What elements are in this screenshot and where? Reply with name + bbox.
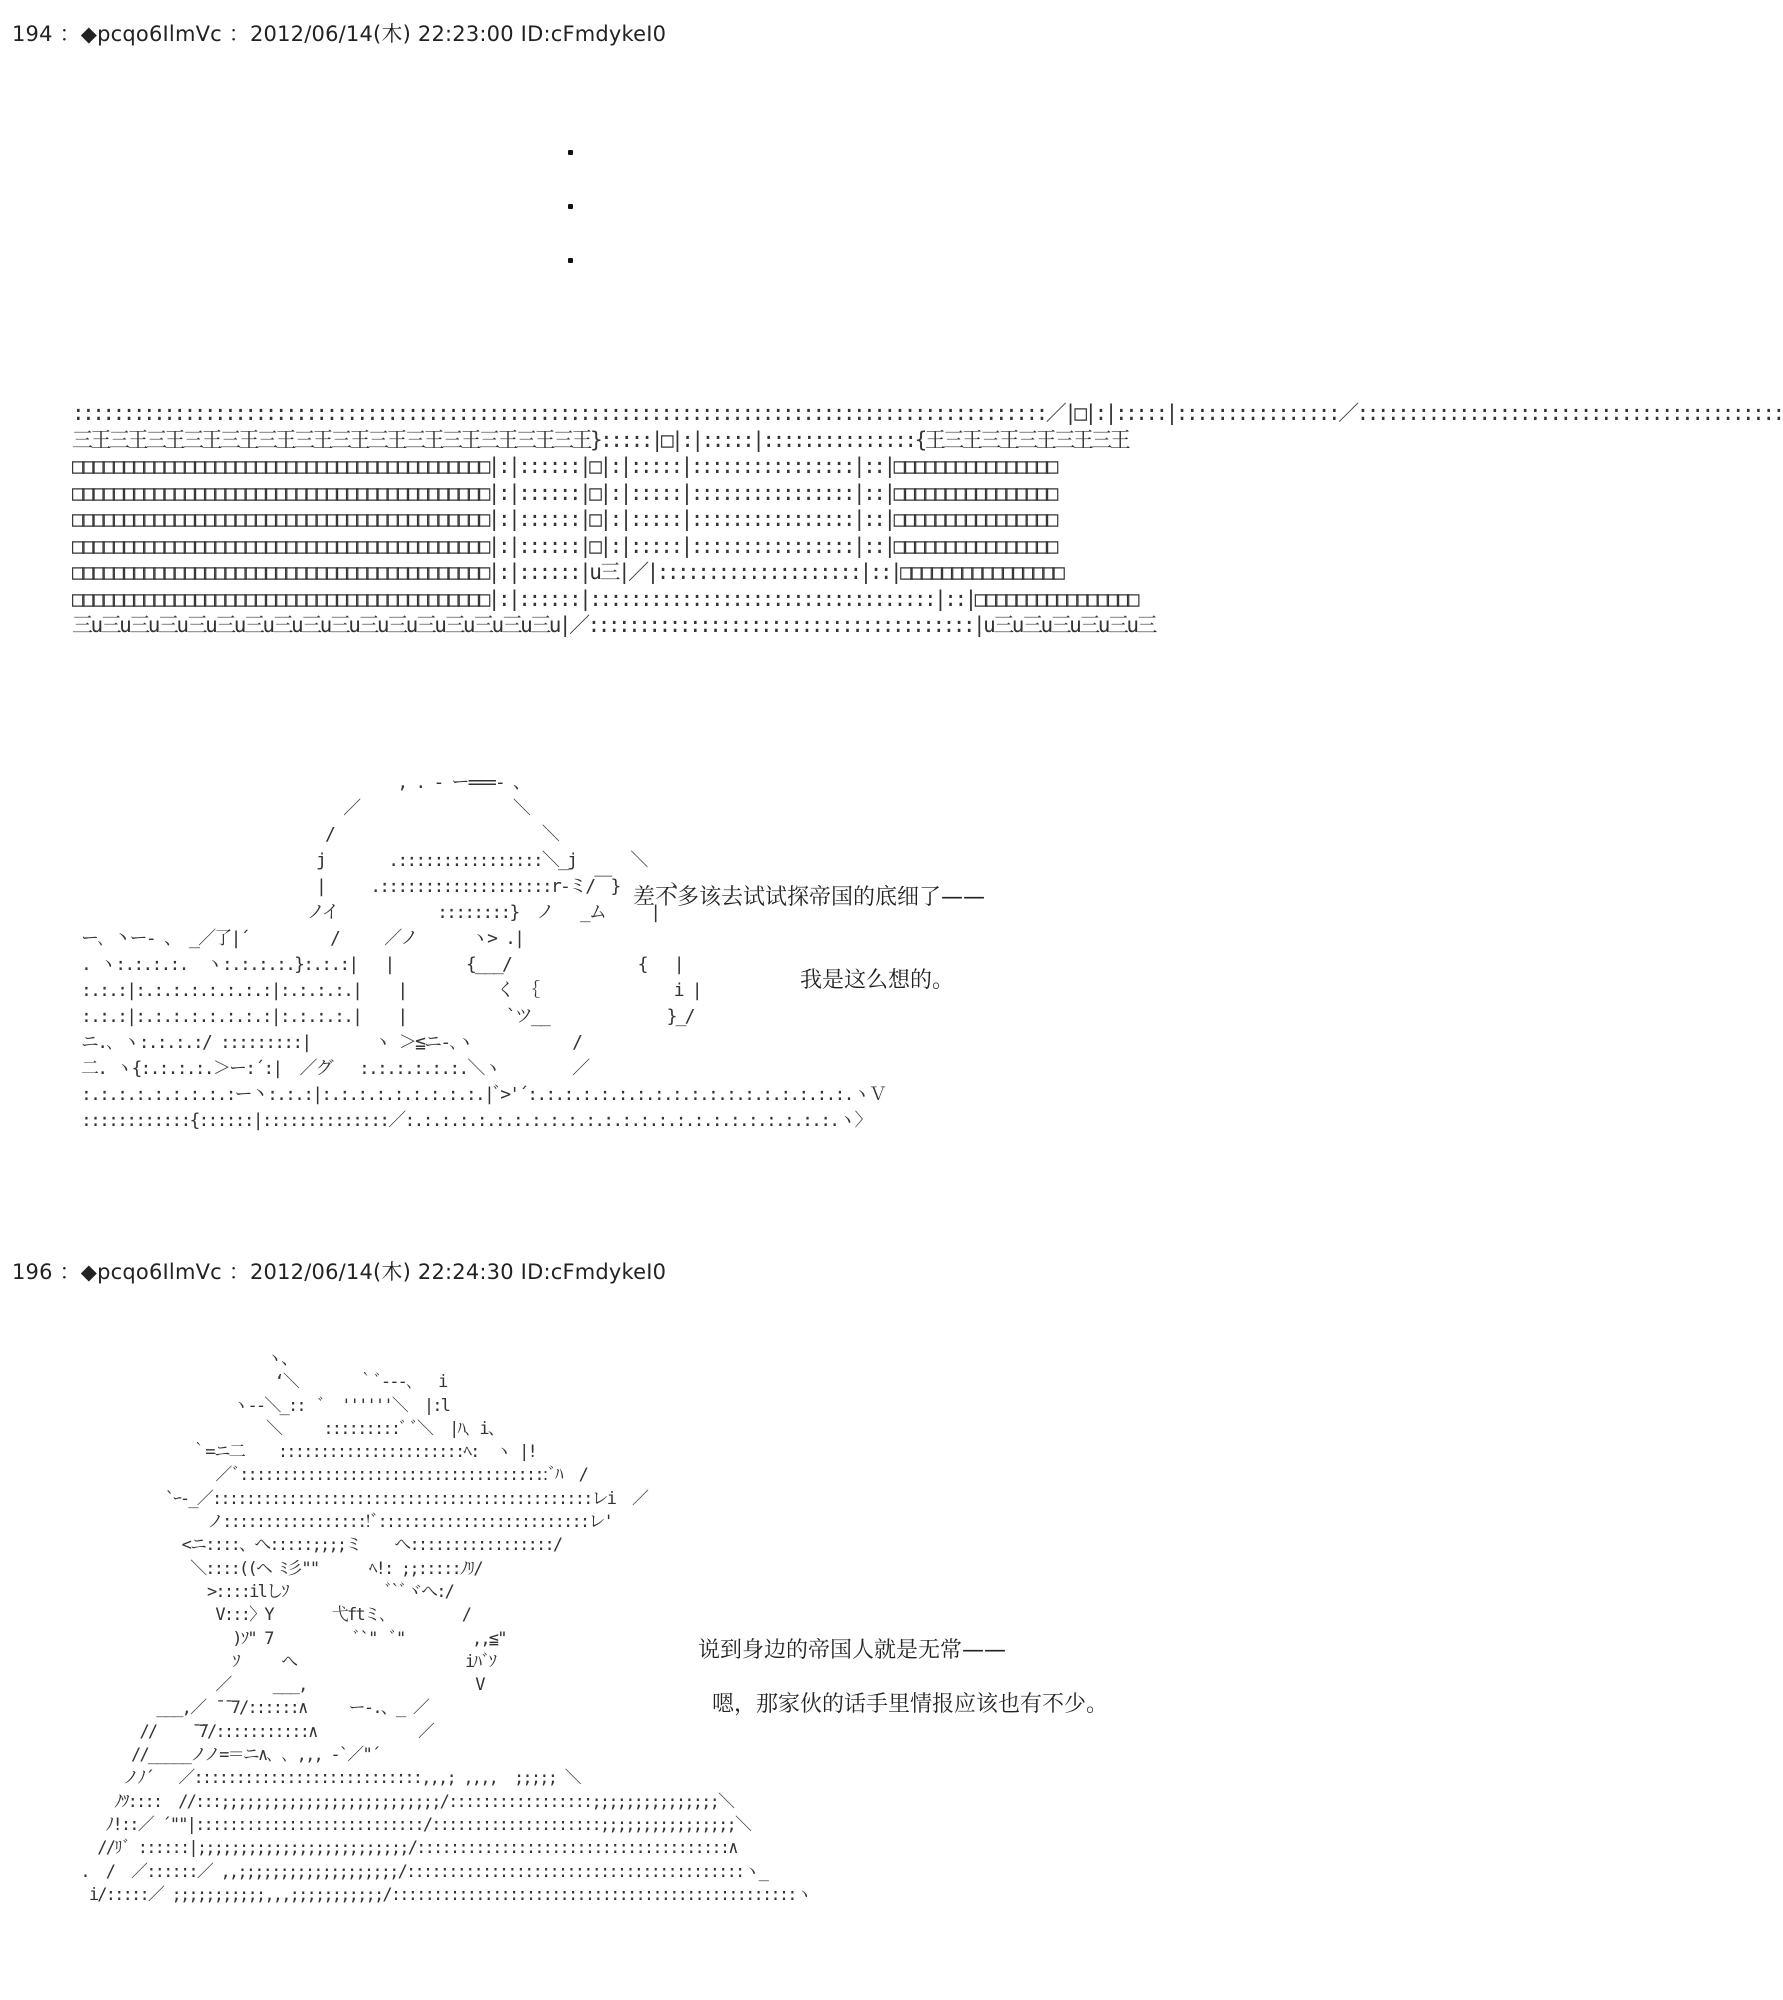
narration-line: 我是这么想的。: [800, 968, 955, 993]
ascii-art-building: ::::::::::::::::::::::::::::::::::::::::::::::::::::::::::::::::::::::::::::::::::::::::::::::::／|□|:|:::::|::::::::::::::::／:::::::::::::::::::::::::::::::::::::::::: 三王三王三王三王三王三王三王三王三王三王三王三王三王三王}:::::|□|:|:::::|:::::::::::::::{王三王三王三王三王三王 □□□□□□□□□□□□□□□□□□□□□□□□□□□□□□□□□□□□□□□□□|:|::::::|□|:|:::::|::::::::::::::::|::|□□□□□□□□□□□□□□□□ □□□□□□□□□□□□□□□□□□□□□□□□□□□□□□□□□□□□□□□□□|:|::::::|□|:|:::::|::::::::::::::::|::|□□□□□□□□□□□□□□□□ □□□□□□□□□□□□□□□□□□□□□□□□□□□□□□□□□□□□□□□□□|:|::::::|□|:|:::::|::::::::::::::::|::|□□□□□□□□□□□□□□□□ □□□□□□□□□□□□□□□□□□□□□□□□□□□□□□□□□□□□□□□□□|:|::::::|□|:|:::::|::::::::::::::::|::|□□□□□□□□□□□□□□□□ □□□□□□□□□□□□□□□□□□□□□□□□□□□□□□□□□□□□□□□□□|:|::::::|u三|／|::::::::::::::::::::|::|□□□□□□□□□□□□□□□□ □□□□□□□□□□□□□□□□□□□□□□□□□□□□□□□□□□□□□□□□□|:|::::::|::::::::::::::::::::::::::::::::::|::|□□□□□□□□□□□□□□□□ 三u三u三u三u三u三u三u三u三u三u三u三u三u三u三u三u三u|／::::::::::::::::::::::::::::::::::::::|u三u三u三u三u三u三: [72, 401, 1783, 637]
ascii-art-character-2: ヽ、 ‘＼ ｀ﾞ‐--､ i ヽ‐-＼_:: ﾞ ''''''＼ |:l ＼ :::::::::ﾞ ﾞ＼ |ﾊ､ i、 ｀=ニ二 ::::::::::::::::::::::ﾍ: ヽ |! ／ﾞ:::::::::::::::::::::::::::::::::::::ﾞﾊ / `ｰ‐_／:::::::::::::::::::::::::::::::::::::::::::::レi ／ ノ:::::::::::::::::!ﾞ:::::::::::::::::::::::::レ' <ニ::::、へ:::::;;;;ミ へ:::::::::::::::::/ ＼::::((ヘ ﾐ彡"" ﾍ!: ;;:::::ﾉﾘ/ >::::ilしｿ ﾞ`ﾞヾへ:/ V:::〉Y 弋ftミ､ / )ｿ" 7 ﾞ`" ﾞ" ,,≦" ｿ へ iﾊﾞｿ ／ ___, V ___,／ ̄ ̄ 7/::::::∧ ー-.、_ ／ // ̄ ̄7/:::::::::::∧ ／ //_____ノノ=＝ニ∧､ ､ ,,, -`／"´ ノﾉ´ ／:::::::::::::::::::::::::::,,,; ,,,, ;;;;; ＼ ﾉﾂ:::: //:::;;;;;;;;;;;;;;;;;;;;;;;;;;/:::::::::::::::::;;;;;;;;;;;;;;;＼ ﾉ!::／ ´""|:::::::::::::::::::::::::::/::::::::::::::::::::;;;;;;;;;;;;;;;;＼ //ﾘﾞ ::::::|;;;;;;;;;;;;;;;;;;;;;;;;;/:::::::::::::::::::::::::::::::::::::∧ . / ／::::::／ ,,;;;;;;;;;;;;;;;;;;;/::::::::::::::::::::::::::::::::::::::::ヽ_ i/:::::／ ;;;;;;;;;;;,,,;;;;;;;;;;;/::::::::::::::::::::::::::::::::::::::::::::::::ヽ: [80, 1349, 811, 1905]
post-header-194: 194 ：◆pcqo6IlmVc ：2012/06/14(木) 22:23:00 ID:cFmdykeI0: [12, 22, 667, 46]
narration-line: 说到身边的帝国人就是无常——: [698, 1638, 1007, 1663]
ellipsis-dots: [568, 150, 582, 312]
dot: [568, 150, 573, 155]
dot: [568, 204, 573, 209]
narration-line: 差不多该去试试探帝国的底细了——: [633, 885, 986, 910]
ascii-art-character-1: , . ‐ ー===‐ 、 ／ ＼ / ＼ j .::::::::::::::::＼_j ＼ | .:::::::::::::::::::r‐ミ/￣} ヽ ノイ ::::::::} ノ _ム | ー､ 丶ー- 、 _／了|´ / ／ノ ヽ> .| . ヽ:.:.:.:. ヽ:.:.:.:.}:.:.:| | {___/ { | :.:.:|:.:.:.:.:.:.:.:|:.:.:.:.| | く ｛ i | :.:.:|:.:.:.:.:.:.:.:|:.:.:.:.| | `ツ__ }_/ ニ.､ ヽ:.:.:.:/ :::::::::| ヽ ＞≦ニ-､ヽ / 二. ヽ{:.:.:.:.＞ー:´:| ／グ :.:.:.:.:.:.＼ヽ ／ :.:.:.:.:.:.:.:.:ー丶:.:.:|:.:.:.:.:.:.:.:.:.|ﾞ>'´:.:.:.:.:.:.:.:.:.:.:.:.:.:.:.:.:.:.ヽＶ ::::::::::::{::::::|::::::::::::::／:.:.:.:.:.:.:.:.:.:.:.:.:.:.:.:.:.:.:.:.:.:.:.:.ヽ〉: [81, 772, 886, 1131]
post-header-196: 196 ：◆pcqo6IlmVc ：2012/06/14(木) 22:24:30 ID:cFmdykeI0: [12, 1260, 667, 1284]
dot: [568, 258, 573, 263]
narration-line: 嗯，那家伙的话手里情报应该也有不少。: [712, 1692, 1109, 1717]
